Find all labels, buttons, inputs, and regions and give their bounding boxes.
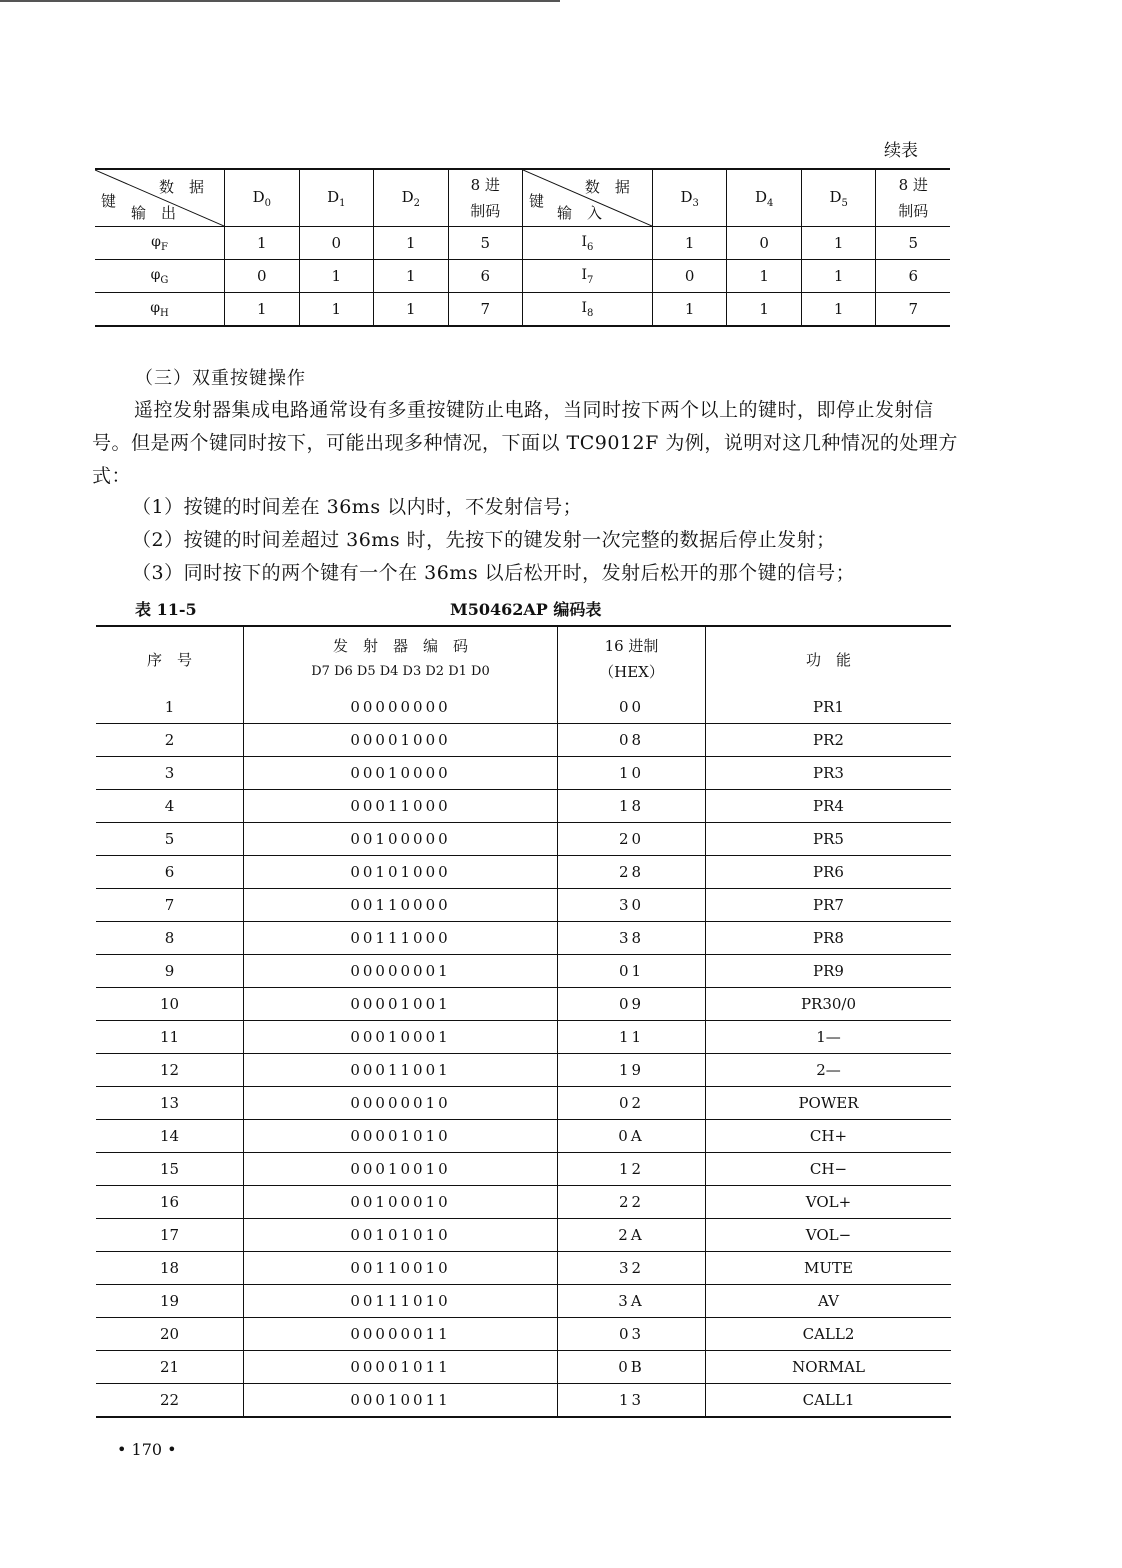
- hex-header-sub: （HEX）: [599, 663, 664, 681]
- seq-header: 序 号: [96, 626, 244, 691]
- table-row: [96, 724, 951, 757]
- code-cell: 00010001: [244, 1021, 558, 1054]
- hex-header: [558, 626, 706, 691]
- hex-cell: 38: [558, 922, 706, 955]
- function-cell: PR1: [706, 691, 952, 724]
- table-row: [95, 227, 950, 260]
- function-cell: CH−: [706, 1153, 952, 1186]
- diagonal-header-cell: [95, 169, 225, 227]
- table-cell: 0: [727, 227, 802, 260]
- table-cell: 1: [299, 293, 374, 327]
- table-row: [96, 988, 951, 1021]
- code-cell: 00000010: [244, 1087, 558, 1120]
- table-row: [96, 790, 951, 823]
- code-cell: 00010000: [244, 757, 558, 790]
- seq-cell: 22: [96, 1384, 244, 1418]
- table-number: 表 11-5: [135, 600, 197, 619]
- table-cell: 1: [374, 293, 449, 327]
- octal-header-line: 制码: [470, 202, 501, 220]
- code-cell: 00110010: [244, 1252, 558, 1285]
- table-cell: 1: [801, 293, 876, 327]
- col-header: $D_5$: [801, 169, 876, 227]
- hex-cell: 32: [558, 1252, 706, 1285]
- table-header-row: [95, 169, 950, 227]
- table-cell: 1: [374, 260, 449, 293]
- seq-cell: 19: [96, 1285, 244, 1318]
- seq-cell: 10: [96, 988, 244, 1021]
- table-cell: 7: [448, 293, 522, 327]
- table-cell: 1: [801, 260, 876, 293]
- table-row: [96, 955, 951, 988]
- col-header: $D_0$: [225, 169, 300, 227]
- code-cell: 00001000: [244, 724, 558, 757]
- seq-cell: 17: [96, 1219, 244, 1252]
- octal-header-line: 8 进: [470, 176, 500, 194]
- code-cell: 00110000: [244, 889, 558, 922]
- table-row: [96, 757, 951, 790]
- table-cell: 1: [374, 227, 449, 260]
- code-cell: 00111000: [244, 922, 558, 955]
- table-row: [96, 1087, 951, 1120]
- list-item: （3）同时按下的两个键有一个在 36ms 以后松开时，发射后松开的那个键的信号；: [132, 562, 856, 584]
- seq-cell: 11: [96, 1021, 244, 1054]
- table-cell: 5: [448, 227, 522, 260]
- table-row: [96, 691, 951, 724]
- table-cell: 1: [727, 260, 802, 293]
- col-header: $D_1$: [299, 169, 374, 227]
- hex-cell: 20: [558, 823, 706, 856]
- continued-label: 续表: [884, 141, 918, 161]
- seq-cell: 12: [96, 1054, 244, 1087]
- scan-edge-line: [0, 0, 560, 2]
- function-cell: 1—: [706, 1021, 952, 1054]
- hex-cell: 3A: [558, 1285, 706, 1318]
- table-row: [96, 1186, 951, 1219]
- function-cell: PR7: [706, 889, 952, 922]
- table-cell: 1: [652, 227, 727, 260]
- hex-header-title: 16 进制: [604, 637, 659, 655]
- col-header: $D_2$: [374, 169, 449, 227]
- hex-cell: 08: [558, 724, 706, 757]
- table-cell: 7: [876, 293, 950, 327]
- function-cell: POWER: [706, 1087, 952, 1120]
- table-cell: 1: [652, 293, 727, 327]
- key-output-symbol: $\varphi_H$: [95, 293, 225, 327]
- code-cell: 00100010: [244, 1186, 558, 1219]
- function-cell: PR5: [706, 823, 952, 856]
- seq-cell: 13: [96, 1087, 244, 1120]
- function-cell: PR9: [706, 955, 952, 988]
- table-cell: 1: [225, 293, 300, 327]
- code-cell: 00000000: [244, 691, 558, 724]
- function-cell: AV: [706, 1285, 952, 1318]
- table-cell: 1: [727, 293, 802, 327]
- function-cell: CALL1: [802, 1391, 855, 1409]
- diag-left-label: 键: [101, 192, 117, 210]
- seq-cell: 20: [96, 1318, 244, 1351]
- hex-cell: 19: [558, 1054, 706, 1087]
- code-cell: 00000011: [244, 1318, 558, 1351]
- list-item: （2）按键的时间差超过 36ms 时，先按下的键发射一次完整的数据后停止发射；: [132, 529, 836, 551]
- seq-cell: 16: [96, 1186, 244, 1219]
- function-cell: PR3: [706, 757, 952, 790]
- key-input-symbol: $I_7$: [522, 260, 652, 293]
- page-number: • 170 •: [117, 1440, 177, 1459]
- hex-cell: 13: [558, 1384, 706, 1418]
- table-row: [96, 1285, 951, 1318]
- function-cell: VOL+: [706, 1186, 952, 1219]
- hex-cell: 09: [558, 988, 706, 1021]
- seq-cell: 1: [96, 691, 244, 724]
- seq-cell: 18: [96, 1252, 244, 1285]
- hex-cell: 12: [558, 1153, 706, 1186]
- encoding-table-body: [96, 691, 951, 1417]
- table-cell: 6: [448, 260, 522, 293]
- hex-cell: 28: [558, 856, 706, 889]
- seq-cell: 6: [96, 856, 244, 889]
- code-cell: 00001010: [244, 1120, 558, 1153]
- key-output-symbol: $\varphi_F$: [95, 227, 225, 260]
- hex-cell: 0B: [558, 1351, 706, 1384]
- function-cell: MUTE: [706, 1252, 952, 1285]
- seq-cell: 4: [96, 790, 244, 823]
- table-row: [96, 1219, 951, 1252]
- code-cell: 00010010: [244, 1153, 558, 1186]
- hex-cell: 2A: [558, 1219, 706, 1252]
- function-cell: CH+: [706, 1120, 952, 1153]
- code-cell: 00101000: [244, 856, 558, 889]
- hex-cell: 03: [558, 1318, 706, 1351]
- table-title: M50462AP 编码表: [450, 600, 602, 619]
- function-cell: 2—: [706, 1054, 952, 1087]
- table-row: [96, 1021, 951, 1054]
- code-cell: 00111010: [244, 1285, 558, 1318]
- octal-header-line: 8 进: [898, 176, 928, 194]
- table-cell: 1: [299, 260, 374, 293]
- hex-cell: 11: [558, 1021, 706, 1054]
- function-cell: PR2: [706, 724, 952, 757]
- key-input-symbol: $I_8$: [522, 293, 652, 327]
- seq-cell: 9: [96, 955, 244, 988]
- code-cell: 00001011: [244, 1351, 558, 1384]
- col-header: $D_3$: [652, 169, 727, 227]
- function-cell: PR4: [706, 790, 952, 823]
- code-cell: 00011000: [244, 790, 558, 823]
- table-cell: 1: [225, 227, 300, 260]
- table-cell: 0: [225, 260, 300, 293]
- table-row: [96, 856, 951, 889]
- table-row: [96, 922, 951, 955]
- function-cell: PR8: [706, 922, 952, 955]
- diag-bottom-label: 输 出: [131, 204, 177, 222]
- octal-header: [876, 169, 950, 227]
- function-header: 功 能: [805, 650, 851, 669]
- seq-cell: 14: [96, 1120, 244, 1153]
- code-header-bits: D7 D6 D5 D4 D3 D2 D1 D0: [311, 664, 490, 679]
- seq-cell: 8: [96, 922, 244, 955]
- section-heading: （三）双重按键操作: [135, 368, 306, 389]
- code-cell: 00011001: [244, 1054, 558, 1087]
- col-header: $D_4$: [727, 169, 802, 227]
- table-row: [96, 1318, 951, 1351]
- diag-top-label: 数 据: [159, 178, 205, 196]
- table-cell: 0: [299, 227, 374, 260]
- hex-cell: 10: [558, 757, 706, 790]
- key-input-symbol: $I_6$: [522, 227, 652, 260]
- list-item: （1）按键的时间差在 36ms 以内时，不发射信号；: [132, 496, 583, 518]
- table-cell: 1: [801, 227, 876, 260]
- seq-cell: 3: [96, 757, 244, 790]
- hex-cell: 22: [558, 1186, 706, 1219]
- table-row: [96, 889, 951, 922]
- hex-cell: 02: [558, 1087, 706, 1120]
- function-cell: VOL−: [706, 1219, 952, 1252]
- table-row: [96, 1054, 951, 1087]
- seq-cell: 5: [96, 823, 244, 856]
- function-cell: CALL2: [706, 1318, 952, 1351]
- code-cell: 00100000: [244, 823, 558, 856]
- table-header-row: [96, 626, 951, 691]
- diag-bottom-label: 输 入: [556, 204, 602, 222]
- function-cell: NORMAL: [706, 1351, 952, 1384]
- code-cell: 00000001: [244, 955, 558, 988]
- code-cell: 00101010: [244, 1219, 558, 1252]
- hex-cell: 0A: [558, 1120, 706, 1153]
- table-row: [96, 1120, 951, 1153]
- table-row: [95, 260, 950, 293]
- body-paragraph: 遥控发射器集成电路通常设有多重按键防止电路，当同时按下两个以上的键时，即停止发射信号。但是两个键同时按下，可能出现多种情况，下面以 TC9012F 为例，说明对这几种情况的处理方式：: [92, 399, 958, 487]
- table-cell: 0: [652, 260, 727, 293]
- seq-cell: 2: [96, 724, 244, 757]
- table-row: [96, 1384, 951, 1418]
- table-row: [96, 823, 951, 856]
- octal-header-line: 制码: [898, 202, 929, 220]
- code-header: [244, 626, 558, 691]
- code-cell: 00001001: [244, 988, 558, 1021]
- table-row: [96, 1153, 951, 1186]
- diag-top-label: 数 据: [584, 178, 630, 196]
- code-header-title: 发 射 器 编 码: [332, 637, 468, 655]
- function-cell: PR30/0: [706, 988, 952, 1021]
- code-cell: 00010011: [244, 1384, 558, 1418]
- diagonal-header-cell: [522, 169, 652, 227]
- function-cell: PR6: [706, 856, 952, 889]
- bit-table-continued: [95, 168, 950, 327]
- table-cell: 6: [876, 260, 950, 293]
- table-row: [96, 1351, 951, 1384]
- seq-cell: 7: [96, 889, 244, 922]
- hex-cell: 30: [558, 889, 706, 922]
- diag-left-label: 键: [528, 192, 544, 210]
- encoding-table: [96, 625, 951, 1418]
- hex-cell: 18: [558, 790, 706, 823]
- table-cell: 5: [876, 227, 950, 260]
- hex-cell: 01: [558, 955, 706, 988]
- octal-header: [448, 169, 522, 227]
- key-output-symbol: $\varphi_G$: [95, 260, 225, 293]
- hex-cell: 00: [558, 691, 706, 724]
- table-row: [96, 1252, 951, 1285]
- table-row: [95, 293, 950, 327]
- seq-cell: 15: [96, 1153, 244, 1186]
- seq-cell: 21: [96, 1351, 244, 1384]
